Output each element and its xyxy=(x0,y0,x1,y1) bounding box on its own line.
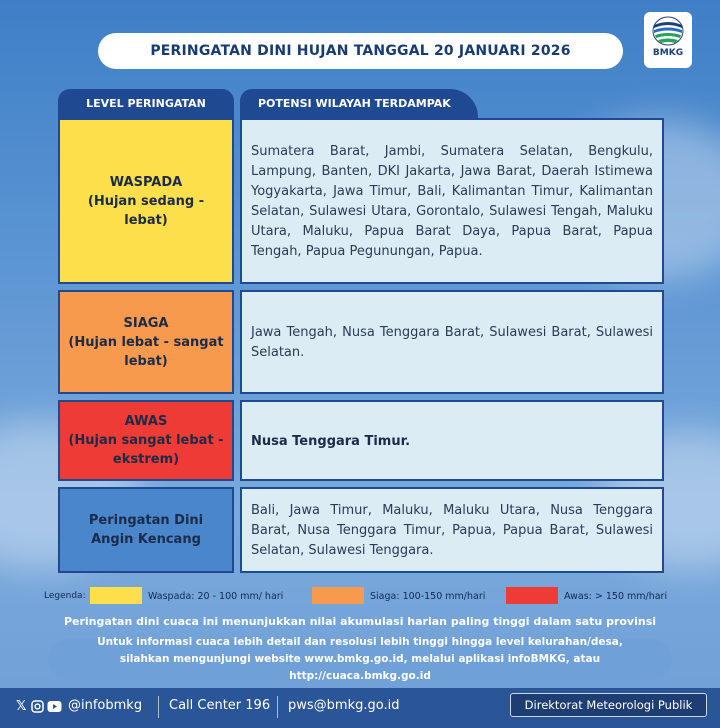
info-note-text: Untuk informasi cuaca lebih detail dan resolusi lebih tinggi hingga level kelurahan/desa, silahkan mengunjungi website www.bmkg.go.id, melalui aplikasi infoBMKG, atau http://cuaca.bmkg.go.id xyxy=(97,635,623,682)
legend-text-siaga: Siaga: 100-150 mm/hari xyxy=(370,591,486,602)
warning-row-waspada xyxy=(58,118,664,284)
call-center-text: Call Center 196 xyxy=(169,698,271,713)
page-title: PERINGATAN DINI HUJAN TANGGAL 20 JANUARI 2026 xyxy=(98,33,623,69)
legend-swatch-siaga xyxy=(312,587,364,604)
legend-swatch-awas xyxy=(506,587,558,604)
level-label: AWAS (Hujan sangat lebat - ekstrem) xyxy=(68,414,224,467)
bmkg-logo xyxy=(644,12,692,68)
bmkg-logo-icon xyxy=(651,16,685,46)
legend-text-awas: Awas: > 150 mm/hari xyxy=(564,591,668,602)
level-label: WASPADA (Hujan sedang - lebat) xyxy=(87,174,205,228)
info-note xyxy=(48,635,672,682)
area-text: Bali, Jawa Timur, Maluku, Maluku Utara, Nusa Tenggara Barat, Nusa Tenggara Timur, Papua, Papua Barat, Sulawesi Selatan, Sulawesi Tenggara. xyxy=(251,503,653,558)
area-cell xyxy=(240,118,664,284)
level-cell xyxy=(58,290,234,394)
divider xyxy=(158,696,159,718)
warning-row-awas xyxy=(58,400,664,481)
header-area: POTENSI WILAYAH TERDAMPAK xyxy=(240,89,478,118)
level-cell xyxy=(58,487,234,573)
logo-label: BMKG xyxy=(652,48,684,58)
warning-row-siaga xyxy=(58,290,664,394)
level-label: Peringatan Dini Angin Kencang xyxy=(88,513,204,547)
header-level: LEVEL PERINGATAN xyxy=(58,89,234,118)
area-cell xyxy=(240,487,664,573)
area-text: Jawa Tengah, Nusa Tenggara Barat, Sulawesi Barat, Sulawesi Selatan. xyxy=(251,325,653,360)
level-label: SIAGA (Hujan lebat - sangat lebat) xyxy=(68,315,224,369)
directorate-badge: Direktorat Meteorologi Publik xyxy=(510,693,707,717)
accumulation-note: Peringatan dini cuaca ini menunjukkan nilai akumulasi harian paling tinggi dalam satu provinsi xyxy=(63,615,657,628)
email-link[interactable]: pws@bmkg.go.id xyxy=(288,698,400,713)
youtube-icon[interactable] xyxy=(47,700,62,713)
area-text: Sumatera Barat, Jambi, Sumatera Selatan, Bengkulu, Lampung, Banten, DKI Jakarta, Jawa Barat, Daerah Istimewa Yogyakarta, Jawa Timur, Bali, Kalimantan Timur, Kalimantan Selatan, Sulawesi Utara, Gorontalo, Sulawesi Tengah, Maluku Utara, Maluku, Papua Barat Daya, Papua Barat, Papua Tengah, Papua Pegunungan, Papua. xyxy=(251,144,653,259)
level-cell xyxy=(58,400,234,481)
legend-swatch-waspada xyxy=(90,587,142,604)
level-cell xyxy=(58,118,234,284)
x-icon[interactable]: 𝕏 xyxy=(16,699,27,714)
social-handle-link[interactable]: @infobmkg xyxy=(68,698,143,713)
area-cell xyxy=(240,290,664,394)
divider xyxy=(277,696,278,718)
warning-row-wind xyxy=(58,487,664,573)
legend-text-waspada: Waspada: 20 - 100 mm/ hari xyxy=(148,591,284,602)
legend-label: Legenda: xyxy=(44,591,86,601)
instagram-icon[interactable] xyxy=(31,700,44,713)
area-text: Nusa Tenggara Timur. xyxy=(251,433,411,449)
legend xyxy=(44,587,684,607)
area-cell xyxy=(240,400,664,481)
